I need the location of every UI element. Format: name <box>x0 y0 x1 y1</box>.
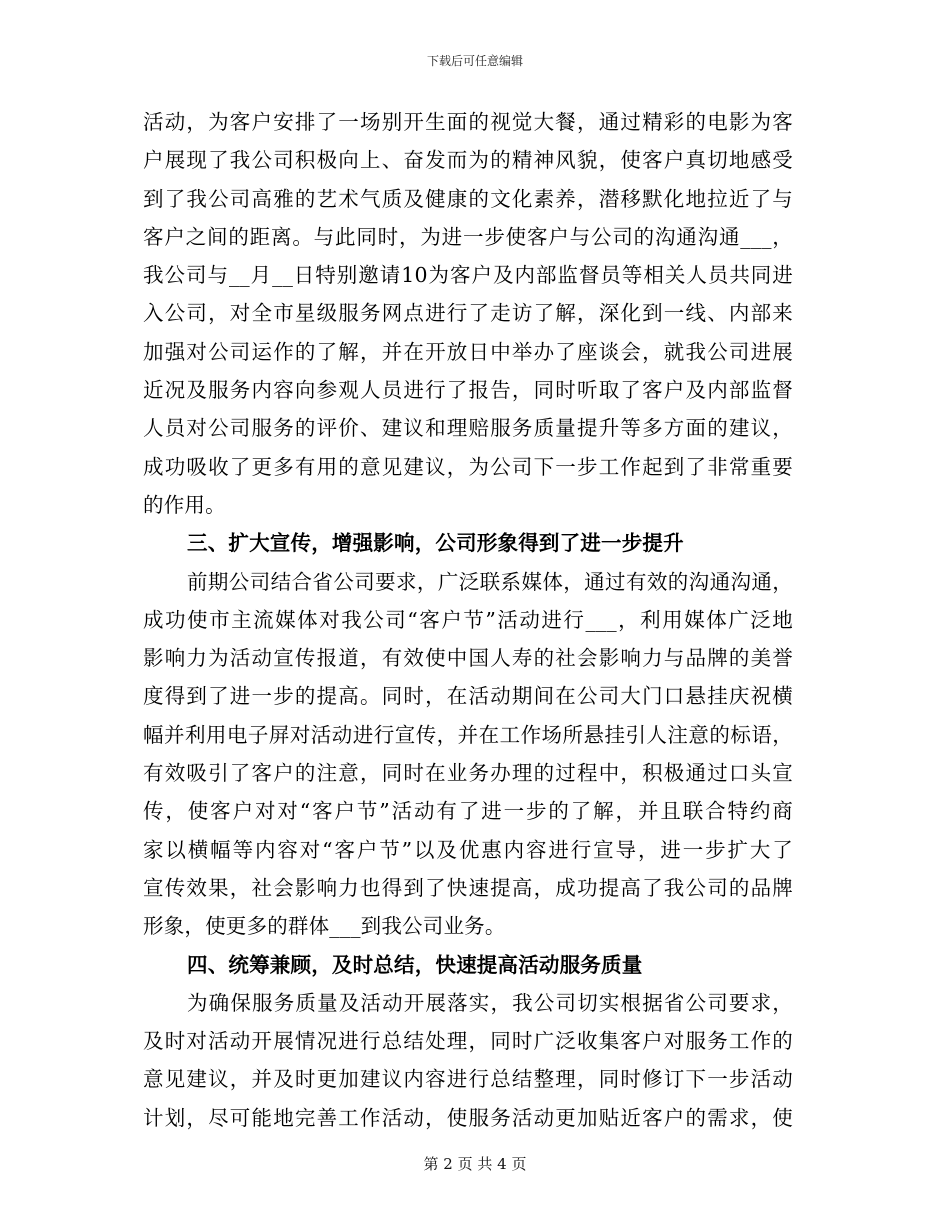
paragraph-line: 的作用。 <box>143 492 226 517</box>
paragraph-line: 我公司与__月__日特别邀请10为客户及内部监督员等相关人员共同进 <box>143 263 793 288</box>
section-heading-4: 四、统筹兼顾，及时总结，快速提高活动服务质量 <box>187 952 643 977</box>
paragraph-line: 宣传效果，社会影响力也得到了快速提高，成功提高了我公司的品牌 <box>143 875 793 900</box>
paragraph-line: 入公司，对全市星级服务网点进行了走访了解，深化到一线、内部来 <box>143 301 793 326</box>
section-heading-3: 三、扩大宣传，增强影响，公司形象得到了进一步提升 <box>187 531 684 556</box>
paragraph-line: 近况及服务内容向参观人员进行了报告，同时听取了客户及内部监督 <box>143 378 793 403</box>
paragraph-line: 人员对公司服务的评价、建议和理赔服务质量提升等多方面的建议， <box>143 416 793 441</box>
page-number-footer: 第 2 页 共 4 页 <box>423 1155 527 1173</box>
paragraph-line: 活动，为客户安排了一场别开生面的视觉大餐，通过精彩的电影为客 <box>143 110 793 134</box>
paragraph-line: 度得到了进一步的提高。同时，在活动期间在公司大门口悬挂庆祝横 <box>143 684 793 709</box>
paragraph-line: 幅并利用电子屏对活动进行宣传，并在工作场所悬挂引人注意的标语， <box>143 722 793 747</box>
page-header-note: 下载后可任意编辑 <box>426 54 523 68</box>
paragraph-line: 客户之间的距离。与此同时，为进一步使客户与公司的沟通沟通___， <box>143 224 793 249</box>
paragraph-line: 到了我公司高雅的艺术气质及健康的文化素养，潜移默化地拉近了与 <box>143 186 793 211</box>
paragraph-line: 有效吸引了客户的注意，同时在业务办理的过程中，积极通过口头宣 <box>143 761 793 786</box>
paragraph-line: 计划，尽可能地完善工作活动，使服务活动更加贴近客户的需求，使 <box>143 1105 793 1130</box>
paragraph-line: 传，使客户对对“客户节”活动有了进一步的了解，并且联合特约商 <box>143 799 793 824</box>
paragraph-line: 影响力为活动宣传报道，有效使中国人寿的社会影响力与品牌的美誉 <box>143 646 793 671</box>
paragraph-line: 意见建议，并及时更加建议内容进行总结整理，同时修订下一步活动 <box>143 1067 793 1092</box>
paragraph-line: 为确保服务质量及活动开展落实，我公司切实根据省公司要求， <box>187 990 793 1015</box>
paragraph-line: 前期公司结合省公司要求，广泛联系媒体，通过有效的沟通沟通， <box>187 569 793 594</box>
paragraph-line: 加强对公司运作的了解，并在开放日中举办了座谈会，就我公司进展 <box>143 339 793 364</box>
paragraph-line: 成功吸收了更多有用的意见建议，为公司下一步工作起到了非常重要 <box>143 454 793 479</box>
paragraph-line: 家以横幅等内容对“客户节”以及优惠内容进行宣导，进一步扩大了 <box>143 837 793 862</box>
paragraph-line: 及时对活动开展情况进行总结处理，同时广泛收集客户对服务工作的 <box>143 1029 793 1054</box>
document-body <box>143 103 793 1137</box>
paragraph-line: 户展现了我公司积极向上、奋发而为的精神风貌，使客户真切地感受 <box>143 148 793 173</box>
paragraph-line: 形象，使更多的群体___到我公司业务。 <box>143 914 506 939</box>
paragraph-line: 成功使市主流媒体对我公司“客户节”活动进行___，利用媒体广泛地 <box>143 607 793 632</box>
